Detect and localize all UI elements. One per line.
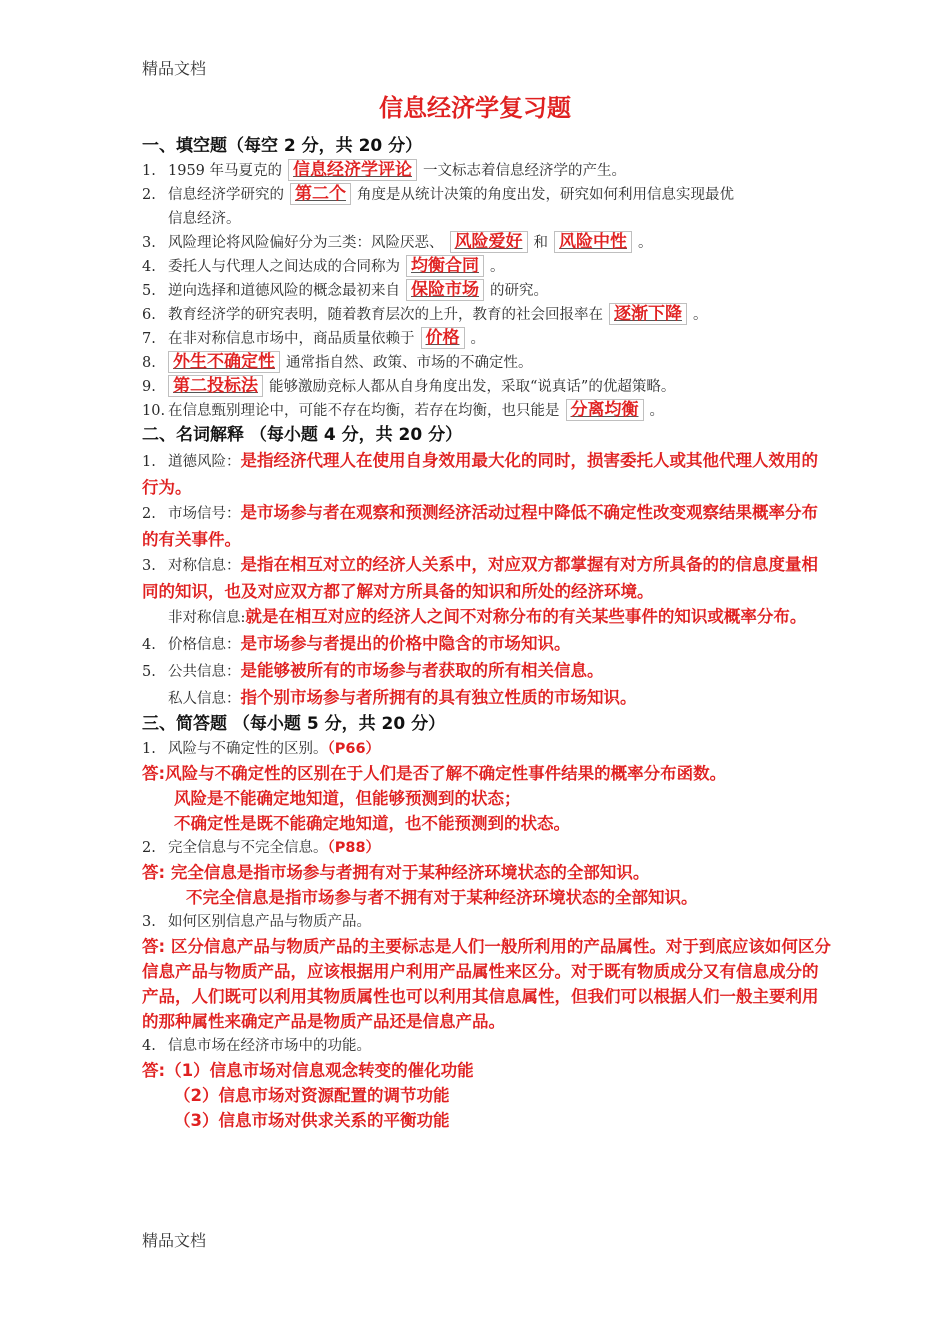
section-terms-heading: 二、名词解释 （每小题 4 分，共 20 分） — [142, 425, 463, 445]
short-question-4: 4. 信息市场在经济市场中的功能。 — [142, 1038, 371, 1054]
page-footer: 精品文档 — [142, 1231, 207, 1250]
fill-answer-5: 保险市场 — [406, 279, 484, 301]
short-answer-1: 答:风险与不确定性的区别在于人们是否了解不确定性事件结果的概率分布函数。 风险是不能确定地知道，但能够预测到的状态； 不确定性是既不能确定地知道，也不能预测到的状态。 — [142, 764, 727, 833]
fill-answer-1: 信息经济学评论 — [288, 159, 417, 181]
term-3b: 非对称信息:就是在相互对应的经济人之间不对称分布的有关某些事件的知识或概率分布。 — [168, 607, 807, 626]
fill-question-7: 7. 在非对称信息市场中，商品质量依赖于 价格 。 — [142, 328, 485, 348]
fill-answer-6: 逐渐下降 — [609, 303, 687, 325]
document-body — [142, 134, 832, 1133]
fill-question-1: 1. 1959 年马夏克的 信息经济学评论 一文标志着信息经济学的产生。 — [142, 160, 627, 180]
page-header: 精品文档 — [142, 59, 207, 78]
section-short-heading: 三、简答题 （每小题 5 分，共 20 分） — [142, 714, 446, 734]
short-question-1: 1. 风险与不确定性的区别。（P66） — [142, 741, 381, 757]
fill-answer-2: 第二个 — [290, 183, 351, 205]
fill-answer-3b: 风险中性 — [554, 231, 632, 253]
short-question-3: 3. 如何区别信息产品与物质产品。 — [142, 914, 371, 930]
fill-question-9: 9. 第二投标法 能够激励竞标人都从自身角度出发，采取“说真话”的优超策略。 — [142, 376, 676, 396]
fill-question-3: 3. 风险理论将风险偏好分为三类：风险厌恶、 风险爱好 和 风险中性 。 — [142, 232, 653, 252]
fill-question-10: 10. 在信息甄别理论中，可能不存在均衡，若存在均衡，也只能是 分离均衡 。 — [142, 400, 664, 420]
fill-question-6: 6. 教育经济学的研究表明，随着教育层次的上升，教育的社会回报率在 逐渐下降 。 — [142, 304, 708, 324]
fill-question-5: 5. 逆向选择和道德风险的概念最初来自 保险市场 的研究。 — [142, 280, 548, 300]
fill-answer-10: 分离均衡 — [566, 399, 644, 421]
fill-answer-8: 外生不确定性 — [168, 351, 280, 373]
term-5: 5. 公共信息：是能够被所有的市场参与者获取的所有相关信息。 — [142, 661, 604, 680]
short-answer-2: 答: 完全信息是指市场参与者拥有对于某种经济环境状态的全部知识。 不完全信息是指市场参与者不拥有对于某种经济环境状态的全部知识。 — [142, 863, 698, 907]
page-title: 信息经济学复习题 — [379, 94, 571, 122]
fill-question-4: 4. 委托人与代理人之间达成的合同称为 均衡合同 。 — [142, 256, 505, 276]
term-5b: 私人信息：指个别市场参与者所拥有的具有独立性质的市场知识。 — [168, 688, 637, 707]
section-fill-heading: 一、填空题（每空 2 分，共 20 分） — [142, 136, 423, 156]
term-2: 2. 市场信号：是市场参与者在观察和预测经济活动过程中降低不确定性改变观察结果概率分布的有关事件。 — [142, 503, 818, 549]
fill-answer-3a: 风险爱好 — [450, 231, 528, 253]
term-4: 4. 价格信息：是市场参与者提出的价格中隐含的市场知识。 — [142, 634, 571, 653]
term-1: 1. 道德风险：是指经济代理人在使用自身效用最大化的同时，损害委托人或其他代理人效用的行为。 — [142, 451, 818, 497]
fill-question-8: 8. 外生不确定性 通常指自然、政策、市场的不确定性。 — [142, 352, 533, 372]
fill-answer-9: 第二投标法 — [168, 375, 263, 397]
fill-answer-7: 价格 — [421, 327, 465, 349]
fill-answer-4: 均衡合同 — [406, 255, 484, 277]
term-3: 3. 对称信息：是指在相互对立的经济人关系中，对应双方都掌握有对方所具备的的信息度量相同的知识，也及对应双方都了解对方所具备的知识和所处的经济环境。 — [142, 555, 818, 601]
short-answer-4: 答:（1）信息市场对信息观念转变的催化功能 （2）信息市场对资源配置的调节功能 （3）信息市场对供求关系的平衡功能 — [142, 1061, 474, 1130]
short-question-2: 2. 完全信息与不完全信息。（P88） — [142, 840, 381, 856]
short-answer-3: 答: 区分信息产品与物质产品的主要标志是人们一般所利用的产品属性。对于到底应该如何区分信息产品与物质产品，应该根据用户利用产品属性来区分。对于既有物质成分又有信息成分的产品，人们既可以利用其物质属性也可以利用其信息属性，但我们可以根据人们一般主要利用的那种属性来确定产品是物质产品还是信息产品。 — [142, 937, 831, 1031]
fill-question-2: 2. 信息经济学研究的 第二个 角度是从统计决策的角度出发，研究如何利用信息实现最优 信息经济。 — [142, 184, 734, 227]
